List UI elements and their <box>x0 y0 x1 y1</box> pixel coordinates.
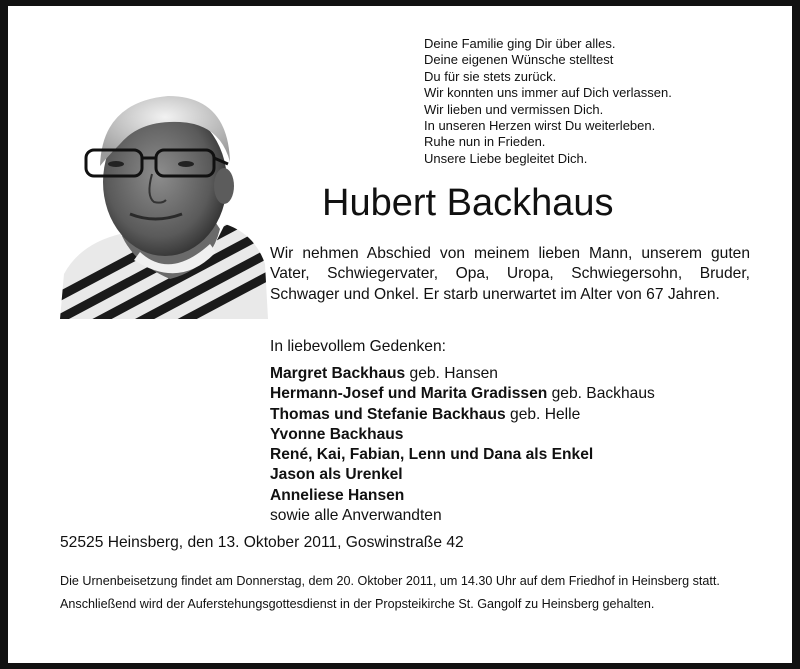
family-name: Thomas und Stefanie Backhaus <box>270 405 506 423</box>
family-entry <box>270 364 655 384</box>
family-entry <box>270 486 655 506</box>
poem-line: Unsere Liebe begleitet Dich. <box>424 150 588 166</box>
burial-info <box>60 574 748 619</box>
deceased-name: Hubert Backhaus <box>322 182 614 224</box>
poem-line: Wir konnten uns immer auf Dich verlassen. <box>424 85 672 101</box>
family-entry <box>270 384 655 404</box>
poem-line: Deine Familie ging Dir über alles. <box>424 36 616 51</box>
family-note: geb. Helle <box>505 405 581 423</box>
poem-line: In unseren Herzen wirst Du weiterleben. <box>424 118 656 134</box>
family-name: Yvonne Backhaus <box>270 425 404 443</box>
family-note: geb. Hansen <box>405 365 498 382</box>
place-date-address: 52525 Heinsberg, den 13. Oktober 2011, Goswinstraße 42 <box>60 534 464 551</box>
family-name: Jason als Urenkel <box>270 466 403 484</box>
family-note: sowie alle Anverwandten <box>270 507 442 525</box>
family-entry <box>270 465 655 485</box>
family-entry <box>270 506 655 526</box>
service-paragraph: Anschließend wird der Auferstehungsgottesdienst in der Propsteikirche St. Gangolf zu Heinsberg gehalten. <box>60 596 655 611</box>
poem-line: Du für sie stets zurück. <box>424 68 557 84</box>
memory-label: In liebevollem Gedenken: <box>270 338 446 355</box>
poem-line: Ruhe nun in Frieden. <box>424 134 546 150</box>
poem-line: Wir lieben und vermissen Dich. <box>424 101 604 117</box>
family-note: geb. Backhaus <box>547 385 655 403</box>
obituary-notice <box>8 6 792 663</box>
family-name: René, Kai, Fabian, Lenn und Dana als Enkel <box>270 446 594 464</box>
family-entry <box>270 425 655 445</box>
family-name: Hermann-Josef und Marita Gradissen <box>270 385 548 403</box>
portrait-photo <box>60 74 268 319</box>
poem-line: Deine eigenen Wünsche stelltest <box>424 52 614 68</box>
family-entry <box>270 445 655 465</box>
family-list <box>270 364 655 526</box>
farewell-text: Wir nehmen Abschied von meinem lieben Mann, unserem guten Vater, Schwiegervater, Opa, Uropa, Schwiegersohn, Bruder, Schwager und Onkel. Er starb unerwartet im Alter von 67 Jahren. <box>270 245 750 303</box>
family-name: Anneliese Hansen <box>270 486 405 504</box>
poem <box>424 36 784 167</box>
family-name: Margret Backhaus <box>270 365 406 382</box>
burial-paragraph: Die Urnenbeisetzung findet am Donnerstag, dem 20. Oktober 2011, um 14.30 Uhr auf dem Friedhof in Heinsberg statt. <box>60 574 720 588</box>
family-entry <box>270 405 655 425</box>
